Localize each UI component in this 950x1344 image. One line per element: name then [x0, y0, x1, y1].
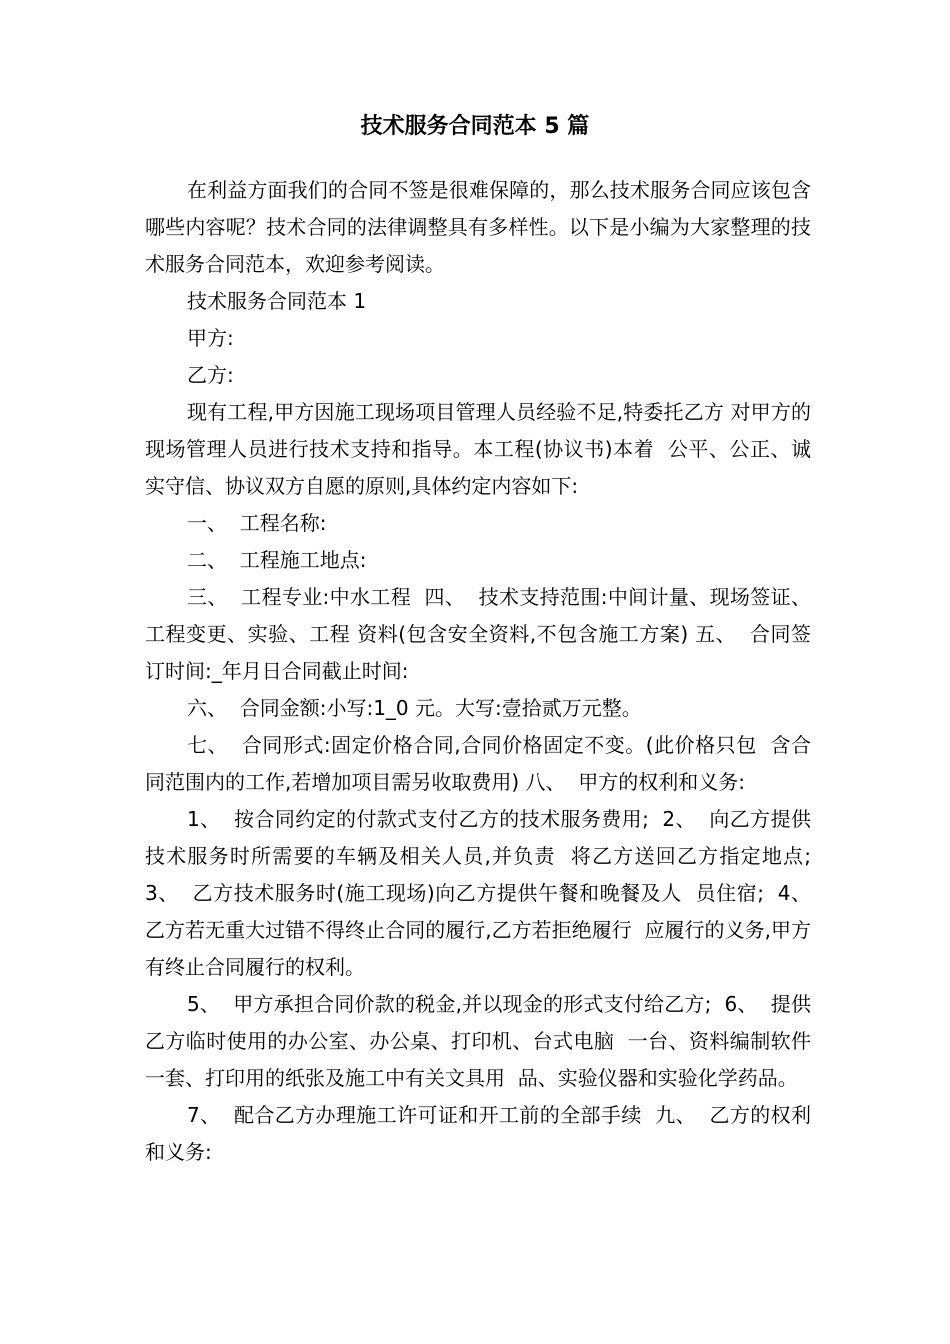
clause-party-a-duties-5-6: 5、 甲方承担合同价款的税金,并以现金的形式支付给乙方; 6、 提供乙方临时使用的办公室、办公桌、打印机、台式电脑 一台、资料编制软件一套、打印用的纸张及施工中有关文具用 品、实验仪器和实验化学药品。 [145, 992, 811, 1090]
clause-project-location: 二、 工程施工地点: [187, 548, 367, 572]
party-a-line: 甲方: [187, 326, 234, 350]
clause-contract-form: 七、 合同形式:固定价格合同,合同价格固定不变。(此价格只包 含合同范围内的工作,若增加项目需另收取费用) 八、 甲方的权利和义务: [145, 733, 811, 794]
clause-contract-amount: 六、 合同金额:小写:1_0 元。大写:壹拾贰万元整。 [187, 696, 642, 720]
clause-specialty-scope-date: 三、 工程专业:中水工程 四、 技术支持范围:中间计量、现场签证、工程变更、实验、工程 资料(包含安全资料,不包含施工方案) 五、 合同签订时间:_年月日合同截止时间: [145, 585, 811, 683]
clause-project-name: 一、 工程名称: [187, 511, 327, 535]
party-b-line: 乙方: [187, 363, 234, 387]
preamble-paragraph: 现有工程,甲方因施工现场项目管理人员经验不足,特委托乙方 对甲方的现场管理人员进行技术支持和指导。本工程(协议书)本着 公平、公正、诚实守信、协议双方自愿的原则,具体约定内容如下: [145, 400, 811, 498]
document-title: 技术服务合同范本 5 篇 [360, 114, 590, 139]
clause-party-a-duties-1-4: 1、 按合同约定的付款式支付乙方的技术服务费用; 2、 向乙方提供技术服务时所需要的车辆及相关人员,并负责 将乙方送回乙方指定地点; 3、 乙方技术服务时(施工现场)向乙方提供午餐和晚餐及人 员住宿; 4、 乙方若无重大过错不得终止合同的履行,乙方若拒绝履行 应履行的义务,甲方有终止合同履行的权利。 [145, 807, 824, 979]
intro-paragraph: 在利益方面我们的合同不签是很难保障的，那么技术服务合同应该包含哪些内容呢？技术合同的法律调整具有多样性。以下是小编为大家整理的技术服务合同范本，欢迎参考阅读。 [145, 178, 811, 276]
document-body [145, 172, 824, 1171]
clause-party-a-duty-7: 7、 配合乙方办理施工许可证和开工前的全部手续 九、 乙方的权利和义务: [145, 1103, 811, 1164]
section-heading-sample-1: 技术服务合同范本 1 [187, 289, 367, 313]
